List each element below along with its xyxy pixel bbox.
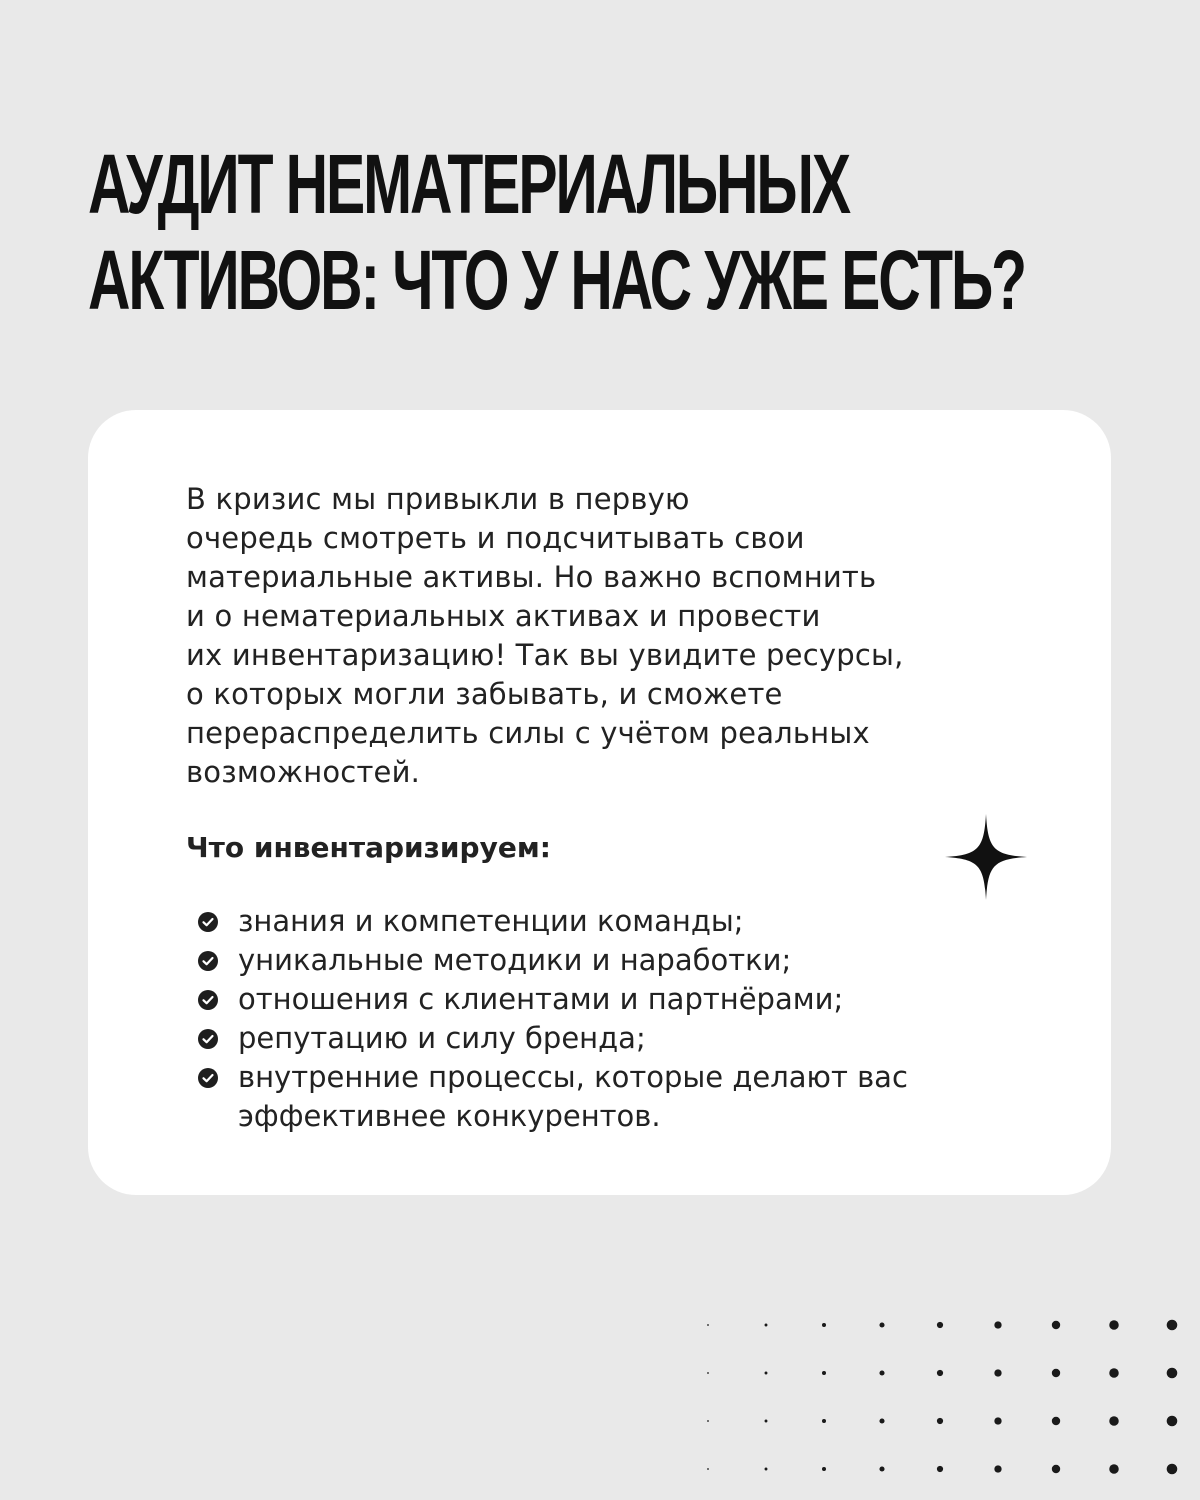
grid-dot xyxy=(879,1370,884,1375)
check-circle-icon xyxy=(198,912,218,932)
list-item-text: отношения с клиентами и партнёрами; xyxy=(238,982,844,1016)
grid-dot xyxy=(822,1371,826,1375)
intro-paragraph xyxy=(186,480,1046,792)
grid-dot xyxy=(937,1322,943,1328)
check-circle-icon xyxy=(198,951,218,971)
grid-dot xyxy=(1109,1464,1119,1474)
grid-dot xyxy=(1167,1464,1178,1475)
intro-line: возможностей. xyxy=(186,755,421,789)
grid-dot xyxy=(822,1323,826,1327)
inventory-subheading: Что инвентаризируем: xyxy=(186,831,551,864)
grid-dot xyxy=(994,1417,1001,1424)
list-item-text: репутацию и силу бренда; xyxy=(238,1021,646,1055)
grid-dot xyxy=(1052,1465,1060,1473)
list-item xyxy=(198,902,1018,941)
grid-dot xyxy=(1052,1321,1060,1329)
check-circle-icon xyxy=(198,1068,218,1088)
grid-dot xyxy=(707,1324,709,1326)
grid-dot xyxy=(1109,1320,1119,1330)
intro-line: очередь смотреть и подсчитывать свои xyxy=(186,521,805,555)
grid-dot xyxy=(1167,1368,1178,1379)
list-item xyxy=(198,980,1018,1019)
content-card xyxy=(88,410,1111,1195)
list-item xyxy=(198,941,1018,980)
list-item xyxy=(198,1019,1018,1058)
list-item-text: уникальные методики и наработки; xyxy=(238,943,792,977)
title-line-2: АКТИВОВ: ЧТО У НАС УЖЕ ЕСТЬ? xyxy=(88,233,1025,327)
grid-dot xyxy=(822,1419,826,1423)
check-circle-icon xyxy=(198,1029,218,1049)
grid-dot xyxy=(1109,1368,1119,1378)
grid-dot xyxy=(765,1468,768,1471)
grid-dot xyxy=(937,1370,943,1376)
grid-dot xyxy=(994,1465,1001,1472)
grid-dot xyxy=(937,1466,943,1472)
grid-dot xyxy=(879,1466,884,1471)
grid-dot xyxy=(994,1369,1001,1376)
intro-line: о которых могли забывать, и сможете xyxy=(186,677,783,711)
intro-line: материальные активы. Но важно вспомнить xyxy=(186,560,877,594)
grid-dot xyxy=(707,1468,709,1470)
intro-line: и о нематериальных активах и провести xyxy=(186,599,821,633)
grid-dot xyxy=(765,1324,768,1327)
dot-grid-pattern xyxy=(690,1300,1200,1500)
grid-dot xyxy=(1052,1417,1060,1425)
grid-dot xyxy=(707,1372,709,1374)
list-item-text: знания и компетенции команды; xyxy=(238,904,744,938)
grid-dot xyxy=(1109,1416,1119,1426)
grid-dot xyxy=(765,1420,768,1423)
grid-dot xyxy=(1167,1416,1178,1427)
four-point-star-icon xyxy=(945,814,1027,900)
grid-dot xyxy=(1167,1320,1178,1331)
check-circle-icon xyxy=(198,990,218,1010)
grid-dot xyxy=(822,1467,826,1471)
grid-dot xyxy=(937,1418,943,1424)
list-item xyxy=(198,1058,1018,1136)
intro-line: перераспределить силы с учётом реальных xyxy=(186,716,870,750)
intro-line: В кризис мы привыкли в первую xyxy=(186,482,690,516)
list-item-text: внутренние процессы, которые делают вас эффективнее конкурентов. xyxy=(238,1060,908,1133)
intro-line: их инвентаризацию! Так вы увидите ресурсы, xyxy=(186,638,904,672)
grid-dot xyxy=(879,1418,884,1423)
page-title xyxy=(88,136,1025,328)
title-line-1: АУДИТ НЕМАТЕРИАЛЬНЫХ xyxy=(88,137,849,231)
grid-dot xyxy=(707,1420,709,1422)
grid-dot xyxy=(765,1372,768,1375)
grid-dot xyxy=(879,1322,884,1327)
grid-dot xyxy=(994,1321,1001,1328)
inventory-list xyxy=(198,902,1018,1136)
grid-dot xyxy=(1052,1369,1060,1377)
